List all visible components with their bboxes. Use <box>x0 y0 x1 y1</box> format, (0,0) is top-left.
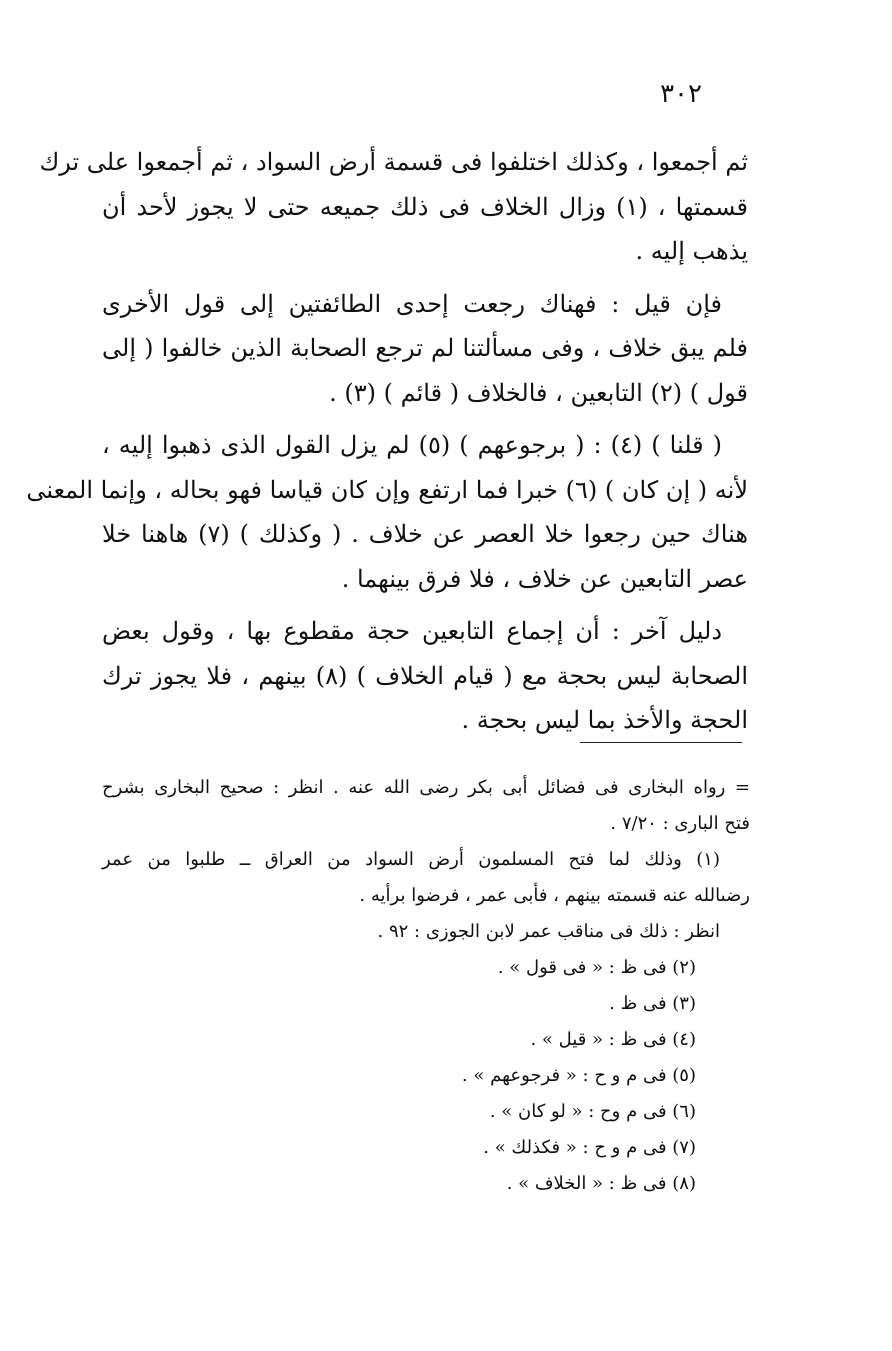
footnote-item: (٤) فى ظ : « قيل » . <box>530 1029 696 1050</box>
footnote-item: (٧) فى م و ح : « فكذلك » . <box>483 1137 696 1158</box>
text-line: فإن قيل : فهناك رجعت إحدى الطائفتين إلى قول الأخرى <box>102 289 722 318</box>
text-line: هناك حين رجعوا خلا العصر عن خلاف . ( وكذلك ) (٧) هاهنا خلا <box>102 520 749 548</box>
footnote-continuation-line: = رواه البخارى فى فضائل أبى بكر رضى الله عنه . انظر : صحيح البخارى بشرح <box>102 777 750 798</box>
footnote-continuation-line: فتح البارى : ٧/٢٠ . <box>610 813 750 834</box>
text-line: يذهب إليه . <box>635 237 748 265</box>
footnote-item: (٨) فى ظ : « الخلاف » . <box>506 1173 696 1194</box>
page-number: ٣٠٢ <box>660 79 702 109</box>
text-line: لأنه ( إن كان ) (٦) خبرا فما ارتفع وإن كان قياسا فهو بحاله ، وإنما المعنى <box>26 475 748 504</box>
text-line: دليل آخر : أن إجماع التابعين حجة مقطوع بها ، وقول بعض <box>102 617 722 645</box>
text-line: الحجة والأخذ بما ليس بحجة . <box>461 706 748 734</box>
text-line: ثم أجمعوا ، وكذلك اختلفوا فى قسمة أرض السواد ، ثم أجمعوا على ترك <box>39 148 748 176</box>
footnote-1-line: رضىالله عنه قسمته بينهم ، فأبى عمر ، فرضوا برأيه . <box>359 885 750 906</box>
footnote-1-line: انظر : ذلك فى مناقب عمر لابن الجوزى : ٩٢ . <box>377 921 720 942</box>
paragraph-2 <box>102 282 748 416</box>
text-line: ( قلنا ) (٤) : ( برجوعهم ) (٥) لم يزل القول الذى ذهبوا إليه ، <box>102 431 723 459</box>
footnote-item: (٦) فى م وح : « لو كان » . <box>489 1101 696 1122</box>
footnote-item: (٢) فى ظ : « فى قول » . <box>497 957 696 978</box>
footnote-1-line: (١) وذلك لما فتح المسلمون أرض السواد من العراق ــ طلبوا من عمر <box>102 849 720 870</box>
text-line: فلم يبق خلاف ، وفى مسألتنا لم ترجع الصحابة الذين خالفوا ( إلى <box>102 334 748 362</box>
paragraph-1 <box>39 140 748 274</box>
footnote-separator <box>580 742 742 743</box>
text-line: قسمتها ، (١) وزال الخلاف فى ذلك جميعه حتى لا يجوز لأحد أن <box>102 192 748 221</box>
footnote-item: (٥) فى م و ح : « فرجوعهم » . <box>461 1065 696 1086</box>
main-text <box>26 140 749 751</box>
paragraph-4 <box>102 609 748 743</box>
text-line: الصحابة ليس بحجة مع ( قيام الخلاف ) (٨) بينهم ، فلا يجوز ترك <box>102 661 749 690</box>
text-line: قول ) (٢) التابعين ، فالخلاف ( قائم ) (٣) . <box>329 378 748 407</box>
text-line: عصر التابعين عن خلاف ، فلا فرق بينهما . <box>341 564 748 593</box>
paragraph-3 <box>26 423 749 601</box>
footnotes <box>102 770 750 1202</box>
footnote-item: (٣) فى ظ . <box>609 993 696 1014</box>
